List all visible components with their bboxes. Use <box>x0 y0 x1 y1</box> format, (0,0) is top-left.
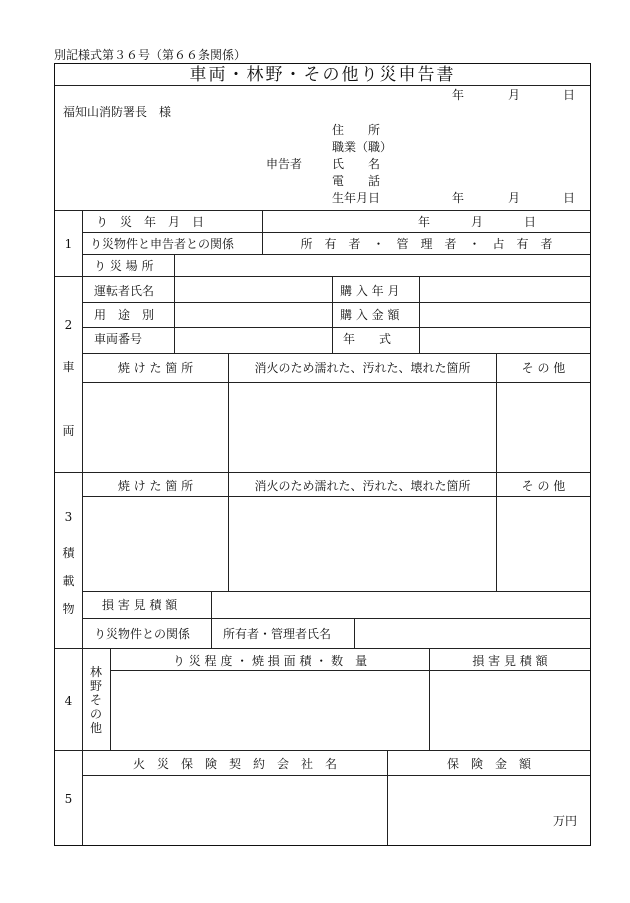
form-frame <box>54 63 591 846</box>
s2-purchase-price-label: 購 入 金 額 <box>340 308 400 322</box>
s3-number-col-line <box>82 472 83 648</box>
birth-month: 月 <box>508 191 521 205</box>
s3-bottom-line <box>55 648 590 649</box>
s4-side-4: の <box>89 707 102 721</box>
form-code: 別記様式第３６号（第６６条関係） <box>54 48 247 62</box>
birth-day: 日 <box>563 191 576 205</box>
s1-date-month: 月 <box>471 215 484 229</box>
s1-place-label: り 災 場 所 <box>94 259 154 273</box>
s5-unit: 万円 <box>553 814 578 828</box>
s1-date-divider <box>262 210 263 232</box>
s5-number: 5 <box>64 792 73 806</box>
s1-relation-value: 所 有 者 ・ 管 理 者 ・ 占 有 者 <box>300 237 553 251</box>
s4-side-2: 野 <box>89 679 102 693</box>
s2-info-divider-1 <box>174 276 175 353</box>
s3-side-2: 載 <box>62 574 75 588</box>
s4-header-line <box>110 670 590 671</box>
s2-burned-label: 焼 け た 箇 所 <box>117 361 194 375</box>
s2-other-label: そ の 他 <box>521 361 566 375</box>
s1-relation-label: り災物件と申告者との関係 <box>90 237 235 251</box>
s1-row-line-2 <box>82 254 590 255</box>
s3-number: 3 <box>64 510 73 524</box>
header-divider <box>55 210 590 211</box>
s2-number: 2 <box>64 318 73 332</box>
s2-model-year-label: 年 式 <box>343 332 392 346</box>
s2-purchase-date-label: 購 入 年 月 <box>340 284 400 298</box>
form-title: 車両・林野・その他り災申告書 <box>189 65 456 85</box>
s2-row-line-2 <box>82 327 590 328</box>
s4-side-5: 他 <box>89 721 102 735</box>
header-month: 月 <box>508 88 521 102</box>
s4-side-1: 林 <box>89 665 102 679</box>
s3-other-label: そ の 他 <box>521 479 566 493</box>
s2-col-divider-2 <box>496 353 497 472</box>
label-name: 氏 名 <box>332 157 381 171</box>
s2-plate-label: 車両番号 <box>94 332 143 346</box>
s3-header-line <box>82 496 590 497</box>
header-day: 日 <box>563 88 576 102</box>
label-birthdate: 生年月日 <box>332 191 381 205</box>
birth-year: 年 <box>452 191 465 205</box>
s3-estimate-label: 損 害 見 積 額 <box>102 598 178 612</box>
recipient: 福知山消防署長 様 <box>63 105 172 119</box>
s3-estimate-divider <box>211 591 212 618</box>
s2-info-divider-2 <box>332 276 333 353</box>
s4-bottom-line <box>55 750 590 751</box>
s4-estimate-label: 損 害 見 積 額 <box>472 654 548 668</box>
s3-owner-name-label: 所有者・管理者氏名 <box>223 627 332 641</box>
label-declarant: 申告者 <box>266 157 303 171</box>
label-occupation: 職業（職） <box>332 140 393 154</box>
label-phone: 電 話 <box>332 174 381 188</box>
s3-relation-divider <box>211 618 212 648</box>
s5-col-divider <box>387 750 388 845</box>
s3-relation-label: り災物件との関係 <box>94 627 191 641</box>
s1-date-year: 年 <box>418 215 431 229</box>
s3-col-divider-1 <box>228 472 229 591</box>
s2-driver-label: 運転者氏名 <box>94 284 155 298</box>
s3-row-line-1 <box>82 591 590 592</box>
s3-owner-name-divider <box>354 618 355 648</box>
s3-col-divider-2 <box>496 472 497 591</box>
title-divider <box>55 85 590 86</box>
s1-date-day: 日 <box>524 215 537 229</box>
s3-damaged-label: 消火のため濡れた、汚れた、壊れた箇所 <box>254 479 471 493</box>
s4-degree-label: り 災 程 度 ・ 焼 損 面 積 ・ 数 量 <box>172 654 368 668</box>
header-year: 年 <box>452 88 465 102</box>
s5-header-line <box>82 775 590 776</box>
s5-company-label: 火 災 保 険 契 約 会 社 名 <box>132 757 337 771</box>
s4-col-divider <box>429 648 430 750</box>
s2-bottom-line <box>55 472 590 473</box>
s1-date-label: り 災 年 月 日 <box>96 215 205 229</box>
s1-place-divider <box>174 254 175 276</box>
s2-col-divider-1 <box>228 353 229 472</box>
s2-use-label: 用 途 別 <box>94 308 155 322</box>
s1-number-col-line <box>82 210 83 276</box>
s3-row-line-2 <box>82 618 590 619</box>
s4-side-3: そ <box>89 693 102 707</box>
label-address: 住 所 <box>332 123 381 137</box>
s2-info-divider-3 <box>419 276 420 353</box>
s3-side-1: 積 <box>62 546 75 560</box>
s1-number: 1 <box>64 237 73 251</box>
s2-header-line <box>82 382 590 383</box>
s2-side-1: 車 <box>62 360 75 374</box>
s3-burned-label: 焼 け た 箇 所 <box>117 479 194 493</box>
s1-bottom-line <box>55 276 590 277</box>
s5-amount-label: 保 険 金 額 <box>446 757 531 771</box>
s3-side-3: 物 <box>62 602 75 616</box>
s1-row-line-1 <box>82 232 590 233</box>
s2-row-line-1 <box>82 302 590 303</box>
s2-row-line-3 <box>82 353 590 354</box>
s4-number-col-line <box>82 648 83 750</box>
s2-side-2: 両 <box>62 424 75 438</box>
s2-damaged-label: 消火のため濡れた、汚れた、壊れた箇所 <box>254 361 471 375</box>
s4-number: 4 <box>64 694 73 708</box>
